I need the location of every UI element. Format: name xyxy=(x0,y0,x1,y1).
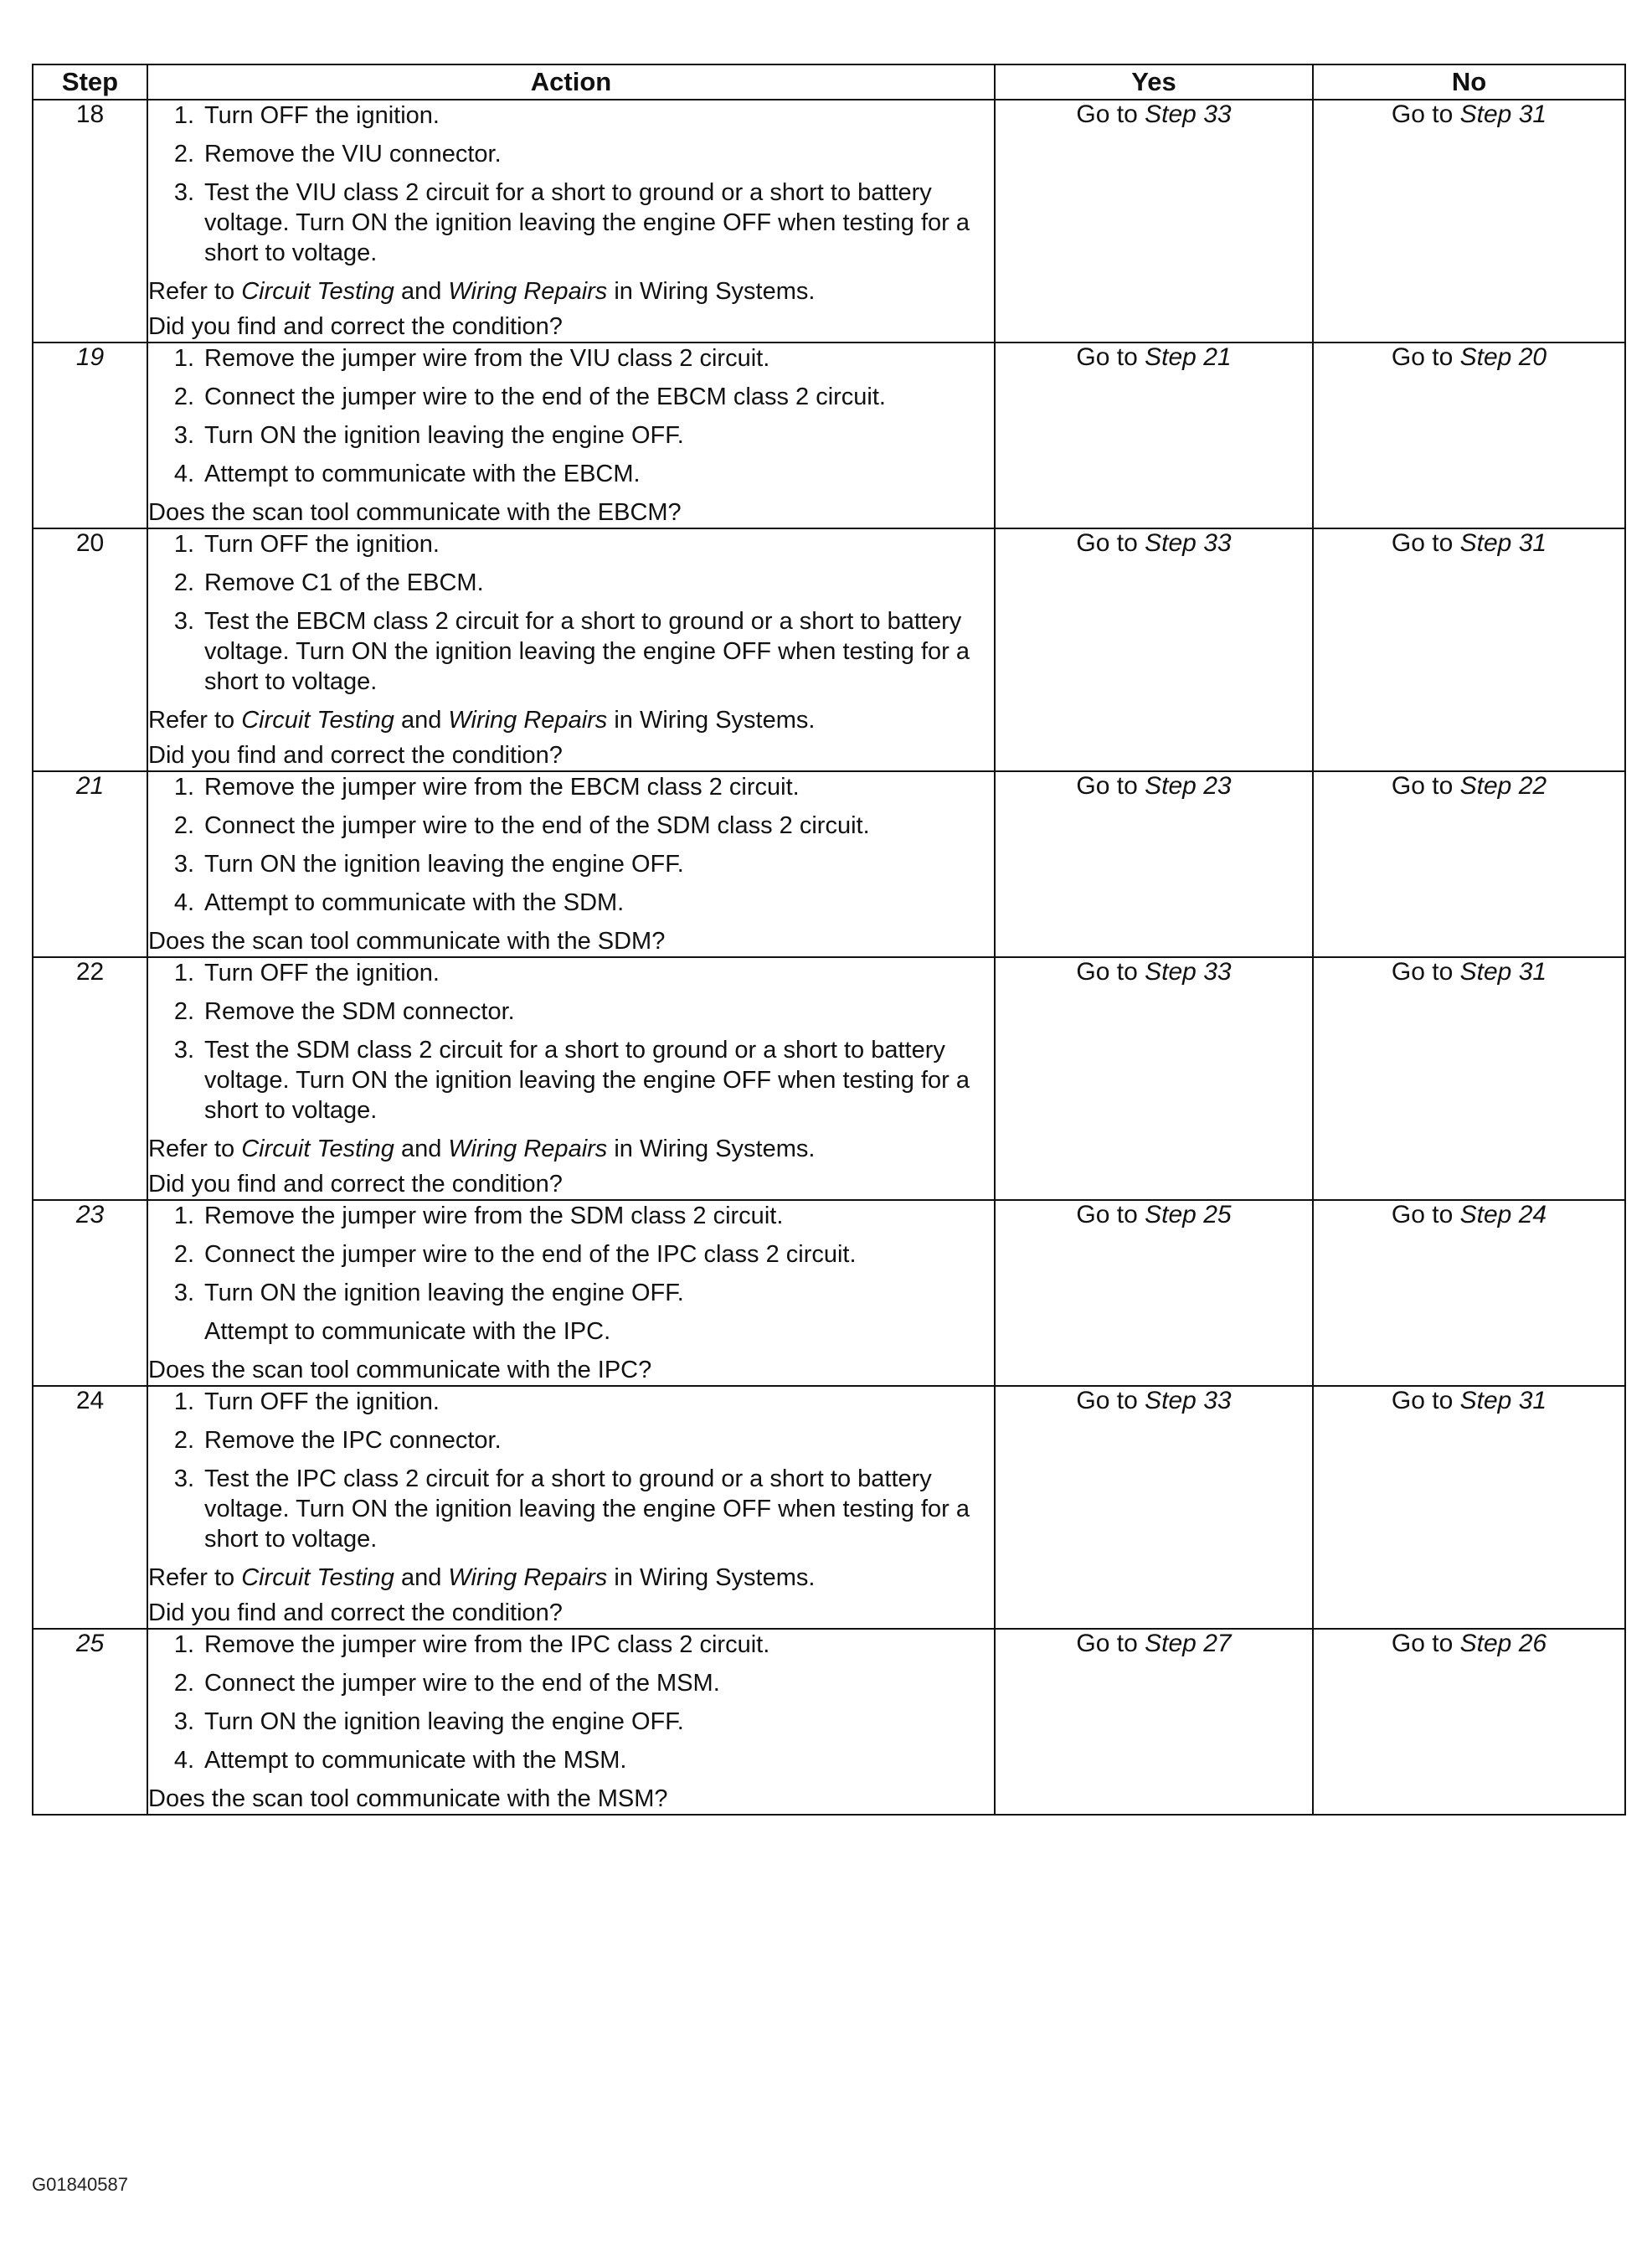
no-goto-step: Step 20 xyxy=(1459,343,1547,371)
action-item xyxy=(148,1464,994,1554)
item-number: 1. xyxy=(173,774,194,801)
step-number: 24 xyxy=(33,1386,147,1629)
item-text: Connect the jumper wire to the end of the SDM class 2 circuit. xyxy=(204,812,870,839)
yes-goto-prefix: Go to xyxy=(1076,343,1145,371)
table-row xyxy=(33,1629,1625,1815)
item-number: 2. xyxy=(173,384,194,410)
table-row xyxy=(33,1386,1625,1629)
action-item xyxy=(148,420,994,451)
table-row xyxy=(33,528,1625,771)
item-text: Remove the VIU connector. xyxy=(204,141,502,167)
yes-goto-step: Step 27 xyxy=(1145,1630,1232,1657)
header-no: No xyxy=(1313,64,1625,100)
refer-mid: and xyxy=(394,707,449,734)
action-item xyxy=(148,1745,994,1775)
step-number: 25 xyxy=(33,1629,147,1815)
step-number: 23 xyxy=(33,1200,147,1386)
yes-cell xyxy=(995,528,1313,771)
item-number: 2. xyxy=(173,812,194,839)
header-action: Action xyxy=(147,64,995,100)
item-number: 1. xyxy=(173,1388,194,1415)
table-row xyxy=(33,771,1625,957)
yes-cell xyxy=(995,771,1313,957)
no-goto-step: Step 31 xyxy=(1459,1387,1547,1414)
item-number: 4. xyxy=(173,889,194,916)
yes-goto-step: Step 33 xyxy=(1145,100,1232,128)
header-yes: Yes xyxy=(995,64,1313,100)
yes-goto-step: Step 23 xyxy=(1145,772,1232,800)
refer-suffix: in Wiring Systems. xyxy=(607,1136,816,1162)
no-goto-prefix: Go to xyxy=(1391,958,1460,986)
wiring-repairs-link: Wiring Repairs xyxy=(448,1136,608,1162)
item-text: Attempt to communicate with the SDM. xyxy=(204,889,625,916)
figure-code: G01840587 xyxy=(32,2174,128,2195)
yes-goto-prefix: Go to xyxy=(1076,1630,1145,1657)
header-row xyxy=(33,64,1625,100)
yes-goto-step: Step 25 xyxy=(1145,1201,1232,1228)
refer-prefix: Refer to xyxy=(148,707,242,734)
step-number: 18 xyxy=(33,100,147,343)
item-number: 1. xyxy=(173,960,194,986)
no-cell xyxy=(1313,100,1625,343)
action-item xyxy=(148,568,994,598)
step-number: 21 xyxy=(33,771,147,957)
yes-cell xyxy=(995,1386,1313,1629)
no-cell xyxy=(1313,1629,1625,1815)
no-goto-prefix: Go to xyxy=(1391,529,1460,557)
yes-cell xyxy=(995,343,1313,528)
item-text: Turn OFF the ignition. xyxy=(204,960,440,986)
diagnostic-table xyxy=(32,64,1626,1816)
item-number: 2. xyxy=(173,1241,194,1268)
item-text: Connect the jumper wire to the end of the MSM. xyxy=(204,1670,720,1697)
item-number: 3. xyxy=(173,1708,194,1735)
refer-text xyxy=(148,1563,994,1593)
action-item xyxy=(148,849,994,879)
item-text: Turn ON the ignition leaving the engine OFF. xyxy=(204,1708,684,1735)
action-item xyxy=(148,811,994,841)
no-goto-step: Step 26 xyxy=(1459,1630,1547,1657)
item-text: Turn ON the ignition leaving the engine OFF. xyxy=(204,1280,684,1306)
wiring-repairs-link: Wiring Repairs xyxy=(448,707,608,734)
item-number: 3. xyxy=(173,608,194,635)
refer-suffix: in Wiring Systems. xyxy=(607,278,816,305)
item-number: 4. xyxy=(173,1747,194,1774)
question-text: Does the scan tool communicate with the EBCM? xyxy=(148,499,682,526)
question-text: Does the scan tool communicate with the MSM? xyxy=(148,1785,668,1812)
question-text: Did you find and correct the condition? xyxy=(148,313,563,340)
item-number: 1. xyxy=(173,1203,194,1229)
action-item xyxy=(148,1239,994,1270)
refer-text xyxy=(148,276,994,306)
item-text: Turn OFF the ignition. xyxy=(204,1388,440,1415)
header-step: Step xyxy=(33,64,147,100)
wiring-repairs-link: Wiring Repairs xyxy=(448,278,608,305)
item-number: 2. xyxy=(173,141,194,167)
wiring-repairs-link: Wiring Repairs xyxy=(448,1564,608,1591)
no-goto-prefix: Go to xyxy=(1391,1387,1460,1414)
item-text: Attempt to communicate with the MSM. xyxy=(204,1747,627,1774)
item-text: Test the IPC class 2 circuit for a short to ground or a short to battery voltage. Turn ON the ignition leaving the engine OFF when testing for a short to voltage. xyxy=(204,1465,970,1553)
no-cell xyxy=(1313,1386,1625,1629)
circuit-testing-link: Circuit Testing xyxy=(241,707,394,734)
circuit-testing-link: Circuit Testing xyxy=(241,1564,394,1591)
action-cell xyxy=(147,957,995,1200)
action-item xyxy=(148,1316,994,1347)
refer-suffix: in Wiring Systems. xyxy=(607,1564,816,1591)
action-cell xyxy=(147,343,995,528)
action-item xyxy=(148,888,994,918)
item-text: Test the VIU class 2 circuit for a short to ground or a short to battery voltage. Turn ON the ignition leaving the engine OFF when testing for a short to voltage. xyxy=(204,179,970,266)
refer-suffix: in Wiring Systems. xyxy=(607,707,816,734)
table-row xyxy=(33,100,1625,343)
item-text: Remove the jumper wire from the EBCM class 2 circuit. xyxy=(204,774,800,801)
item-text: Remove the jumper wire from the SDM class 2 circuit. xyxy=(204,1203,784,1229)
item-number: 3. xyxy=(173,851,194,878)
action-item xyxy=(148,178,994,268)
no-goto-step: Step 31 xyxy=(1459,529,1547,557)
action-cell xyxy=(147,528,995,771)
no-cell xyxy=(1313,1200,1625,1386)
item-number: 3. xyxy=(173,422,194,449)
item-number: 3. xyxy=(173,1037,194,1064)
no-cell xyxy=(1313,771,1625,957)
circuit-testing-link: Circuit Testing xyxy=(241,1136,394,1162)
circuit-testing-link: Circuit Testing xyxy=(241,278,394,305)
yes-cell xyxy=(995,1629,1313,1815)
no-goto-prefix: Go to xyxy=(1391,1630,1460,1657)
action-cell xyxy=(147,100,995,343)
question-text: Did you find and correct the condition? xyxy=(148,1599,563,1626)
no-goto-step: Step 22 xyxy=(1459,772,1547,800)
action-item xyxy=(148,1630,994,1660)
no-goto-step: Step 31 xyxy=(1459,100,1547,128)
action-item xyxy=(148,459,994,489)
item-number: 3. xyxy=(173,1465,194,1492)
item-text: Remove C1 of the EBCM. xyxy=(204,569,484,596)
action-item xyxy=(148,606,994,697)
action-cell xyxy=(147,1629,995,1815)
action-item xyxy=(148,1278,994,1308)
no-cell xyxy=(1313,343,1625,528)
no-goto-prefix: Go to xyxy=(1391,1201,1460,1228)
item-number: 2. xyxy=(173,1670,194,1697)
item-number: 2. xyxy=(173,569,194,596)
no-cell xyxy=(1313,957,1625,1200)
action-item xyxy=(148,1035,994,1125)
yes-goto-prefix: Go to xyxy=(1076,772,1145,800)
no-goto-prefix: Go to xyxy=(1391,100,1460,128)
action-item xyxy=(148,529,994,559)
question-text: Does the scan tool communicate with the SDM? xyxy=(148,928,666,955)
table-body xyxy=(33,100,1625,1815)
refer-prefix: Refer to xyxy=(148,1564,242,1591)
refer-mid: and xyxy=(394,1564,449,1591)
refer-text xyxy=(148,1134,994,1164)
item-text: Attempt to communicate with the EBCM. xyxy=(204,461,641,487)
yes-goto-step: Step 21 xyxy=(1145,343,1232,371)
yes-cell xyxy=(995,100,1313,343)
action-cell xyxy=(147,1200,995,1386)
action-item xyxy=(148,1707,994,1737)
item-text: Turn ON the ignition leaving the engine OFF. xyxy=(204,851,684,878)
refer-prefix: Refer to xyxy=(148,278,242,305)
action-cell xyxy=(147,1386,995,1629)
item-text: Turn OFF the ignition. xyxy=(204,102,440,129)
item-text: Test the SDM class 2 circuit for a short to ground or a short to battery voltage. Turn ON the ignition leaving the engine OFF when testing for a short to voltage. xyxy=(204,1037,970,1124)
item-number: 1. xyxy=(173,345,194,372)
action-item xyxy=(148,997,994,1027)
action-item xyxy=(148,1668,994,1698)
yes-goto-prefix: Go to xyxy=(1076,1387,1145,1414)
action-item xyxy=(148,139,994,169)
item-number: 4. xyxy=(173,461,194,487)
yes-goto-step: Step 33 xyxy=(1145,529,1232,557)
question-text: Did you find and correct the condition? xyxy=(148,742,563,769)
table-row xyxy=(33,1200,1625,1386)
item-text: Turn ON the ignition leaving the engine OFF. xyxy=(204,422,684,449)
action-item xyxy=(148,1425,994,1455)
action-item xyxy=(148,958,994,988)
yes-cell xyxy=(995,1200,1313,1386)
item-number: 2. xyxy=(173,998,194,1025)
no-goto-step: Step 24 xyxy=(1459,1201,1547,1228)
item-text: Connect the jumper wire to the end of the EBCM class 2 circuit. xyxy=(204,384,886,410)
step-number: 19 xyxy=(33,343,147,528)
action-item xyxy=(148,772,994,802)
item-text: Test the EBCM class 2 circuit for a short to ground or a short to battery voltage. Turn ON the ignition leaving the engine OFF when testing for a short to voltage. xyxy=(204,608,970,695)
table-row xyxy=(33,343,1625,528)
item-text: Remove the jumper wire from the IPC class 2 circuit. xyxy=(204,1631,770,1658)
action-item xyxy=(148,1201,994,1231)
yes-goto-prefix: Go to xyxy=(1076,529,1145,557)
question-text: Did you find and correct the condition? xyxy=(148,1171,563,1198)
item-number: 3. xyxy=(173,1280,194,1306)
question-text: Does the scan tool communicate with the IPC? xyxy=(148,1357,652,1383)
item-number: 1. xyxy=(173,102,194,129)
yes-goto-step: Step 33 xyxy=(1145,1387,1232,1414)
table-row xyxy=(33,957,1625,1200)
action-item xyxy=(148,100,994,131)
refer-mid: and xyxy=(394,1136,449,1162)
item-text: Connect the jumper wire to the end of the IPC class 2 circuit. xyxy=(204,1241,857,1268)
refer-text xyxy=(148,705,994,735)
refer-prefix: Refer to xyxy=(148,1136,242,1162)
item-number: 1. xyxy=(173,531,194,558)
step-number: 22 xyxy=(33,957,147,1200)
item-number: 1. xyxy=(173,1631,194,1658)
yes-goto-prefix: Go to xyxy=(1076,100,1145,128)
action-item xyxy=(148,382,994,412)
refer-mid: and xyxy=(394,278,449,305)
item-text: Turn OFF the ignition. xyxy=(204,531,440,558)
yes-goto-prefix: Go to xyxy=(1076,958,1145,986)
item-number: 3. xyxy=(173,179,194,206)
no-goto-step: Step 31 xyxy=(1459,958,1547,986)
action-item xyxy=(148,1387,994,1417)
item-number: 2. xyxy=(173,1427,194,1454)
item-text: Remove the jumper wire from the VIU class 2 circuit. xyxy=(204,345,770,372)
no-goto-prefix: Go to xyxy=(1391,343,1460,371)
item-text: Attempt to communicate with the IPC. xyxy=(204,1318,611,1345)
no-goto-prefix: Go to xyxy=(1391,772,1460,800)
yes-cell xyxy=(995,957,1313,1200)
yes-goto-step: Step 33 xyxy=(1145,958,1232,986)
item-text: Remove the SDM connector. xyxy=(204,998,515,1025)
item-text: Remove the IPC connector. xyxy=(204,1427,502,1454)
action-cell xyxy=(147,771,995,957)
no-cell xyxy=(1313,528,1625,771)
step-number: 20 xyxy=(33,528,147,771)
yes-goto-prefix: Go to xyxy=(1076,1201,1145,1228)
action-item xyxy=(148,343,994,373)
